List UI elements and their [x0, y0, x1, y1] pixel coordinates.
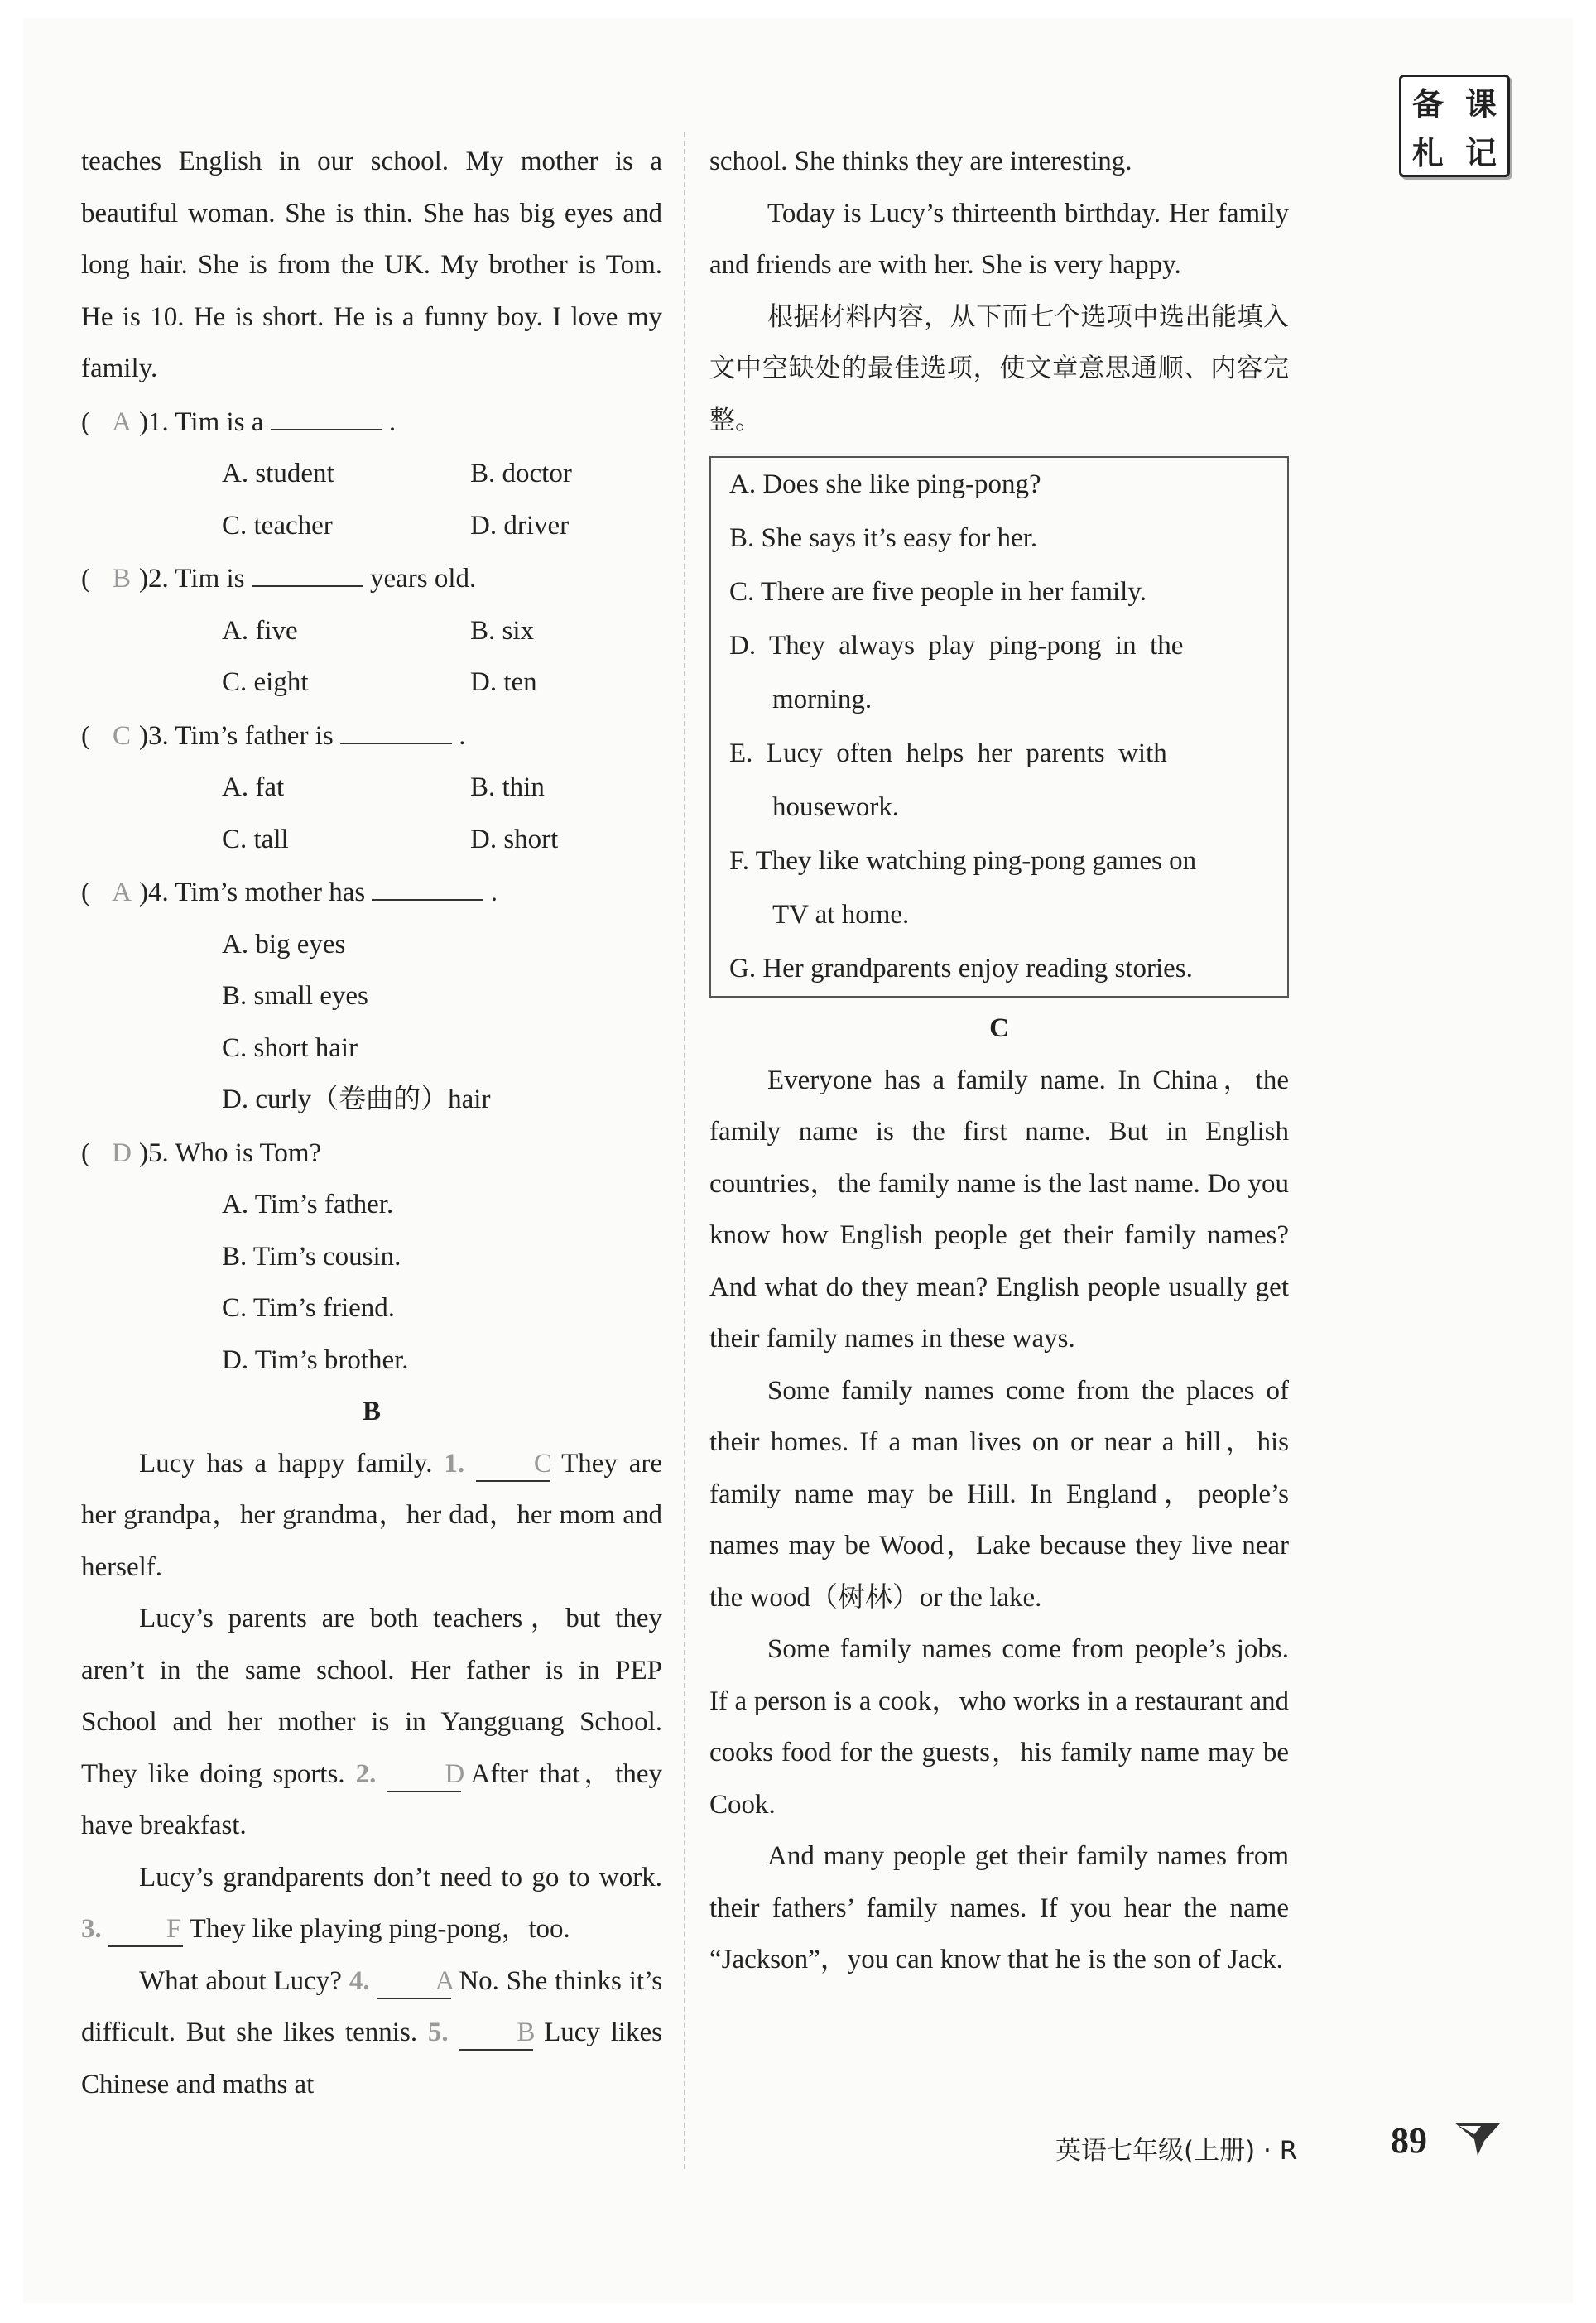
question-stem: Tim is a [175, 406, 264, 437]
passage-c-paragraph: And many people get their family names from their fathers’ family names. If you hear the name “Jackson”，you can know that he is the son of Jack. [709, 1841, 1289, 1974]
answer-blank [372, 878, 483, 901]
page-corner-icon [1453, 2116, 1502, 2157]
question-answer: C [112, 720, 131, 751]
stamp-char: 备 [1411, 86, 1444, 123]
answer-option: B. six [470, 615, 535, 646]
gap-answer: C [476, 1447, 550, 1482]
question-answer: B [112, 564, 131, 594]
question-number: 4. [148, 878, 169, 907]
section-c-heading: C [989, 1013, 1009, 1043]
question-item: ( A )1. Tim is a . [81, 397, 662, 449]
passage-b-paragraph: Lucy has a happy family. 1. C They are her grandpa，her grandma，her dad，her mom and herself. [81, 1448, 663, 1582]
choice-option: D. They always play ping-pong in the [729, 631, 1184, 661]
choice-option: E. Lucy often helps her parents with [729, 738, 1167, 768]
choice-option: F. They like watching ping-pong games on [729, 846, 1197, 876]
question-stem: Tim is [175, 564, 245, 594]
answer-option: D. driver [470, 510, 570, 541]
passage-b-paragraph: Lucy’s parents are both teachers，but they aren’t in the same school. Her father is in PEP School and her mother is in Yangguang School. They like doing sports. 2. D After that，they have breakfast. [81, 1604, 662, 1840]
question-number: 3. [148, 720, 169, 751]
question-stem: Who is Tom? [175, 1137, 322, 1168]
gap-number: 5. [427, 2018, 449, 2047]
passage-c-paragraph: Some family names come from people’s jobs. If a person is a cook，who works in a restaurant and cooks food for the guests，his family name may be Cook. [709, 1634, 1289, 1820]
instruction-text: 根据材料内容，从下面七个选项中选出能填入文中空缺处的最佳选项，使文章意思通顺、内容完整。 [709, 301, 1289, 435]
answer-option: B. thin [470, 772, 545, 802]
question-number: 2. [148, 564, 169, 594]
question-stem: Tim’s mother has [175, 878, 366, 907]
question-item: ( B )2. Tim is years old. [81, 553, 662, 605]
page-number: 89 [1391, 2120, 1427, 2161]
choice-option: B. She says it’s easy for her. [729, 523, 1038, 553]
answer-option: D. Tim’s brother. [222, 1344, 409, 1375]
options-box [709, 456, 1289, 998]
option-list [222, 762, 662, 865]
answer-option: C. teacher [222, 510, 333, 541]
answer-option: D. short [470, 824, 559, 854]
left-column [81, 136, 662, 2110]
choice-option-continuation: housework. [772, 792, 900, 822]
answer-option: D. curly（卷曲的）hair [222, 1085, 491, 1114]
stamp-char: 记 [1464, 135, 1497, 171]
passage-c-paragraph: Some family names come from the places of their homes. If a man lives on or near a hill，his family name may be Hill. In England，people’s names may be Wood，Lake because they live near the wood（树林）or the lake. [709, 1375, 1289, 1613]
gap-number: 1. [444, 1448, 465, 1479]
choice-option: C. There are five people in her family. [729, 577, 1147, 607]
gap-answer: D [387, 1758, 461, 1792]
answer-blank [252, 564, 363, 587]
answer-option: A. Tim’s father. [222, 1190, 394, 1219]
option-list [222, 448, 662, 551]
option-list [222, 605, 662, 709]
answer-option: B. Tim’s cousin. [222, 1241, 401, 1272]
question-stem: Tim’s father is [175, 720, 334, 751]
question-list [81, 397, 662, 1387]
question-answer: A [112, 406, 132, 437]
answer-option: A. big eyes [222, 929, 346, 960]
option-list [222, 1179, 662, 1386]
gap-answer: B [459, 2016, 533, 2051]
question-item: ( A )4. Tim’s mother has . [81, 867, 662, 919]
choice-option: G. Her grandparents enjoy reading stories. [729, 954, 1193, 984]
answer-option: C. Tim’s friend. [222, 1293, 396, 1323]
option-list [222, 919, 662, 1126]
question-item: ( D )5. Who is Tom? [81, 1128, 662, 1180]
stamp-char: 札 [1411, 135, 1444, 171]
passage-a-ending: teaches English in our school. My mother is a beautiful woman. She is thin. She has big eyes and long hair. She is from the UK. My brother is Tom. He is 10. He is short. He is a funny boy. I love my family. [81, 147, 662, 383]
passage-b-paragraph: Lucy’s grandparents don’t need to go to work. 3. F They like playing ping-pong，too. [81, 1852, 662, 1955]
gap-number: 2. [355, 1758, 377, 1789]
choice-option: A. Does she like ping-pong? [729, 469, 1041, 499]
gap-answer: F [108, 1912, 183, 1947]
passage-b-paragraph: Today is Lucy’s thirteenth birthday. Her family and friends are with her. She is very happy. [709, 198, 1289, 280]
question-number: 1. [148, 406, 169, 437]
stamp-char: 课 [1464, 86, 1497, 123]
question-answer: A [112, 878, 132, 907]
answer-option: A. five [222, 615, 298, 646]
passage-b-paragraph: What about Lucy? 4. A No. She thinks it’s difficult. But she likes tennis. 5. B Lucy likes Chinese and maths at [81, 1965, 663, 2099]
question-number: 5. [148, 1137, 169, 1168]
answer-option: C. eight [222, 667, 309, 697]
answer-option: D. ten [470, 667, 537, 697]
choice-option-continuation: morning. [772, 685, 873, 714]
passage-c-paragraph: Everyone has a family name. In China，the family name is the first name. But in English countries，the family name is the last name. Do you know how English people get their family names? And what do they mean? English people usually get their family names in these ways. [709, 1065, 1289, 1354]
answer-option: C. short hair [222, 1032, 358, 1063]
gap-number: 4. [349, 1965, 370, 1996]
answer-blank [340, 721, 452, 744]
answer-blank [271, 407, 382, 430]
column-divider [684, 132, 685, 2169]
right-column [709, 136, 1289, 1986]
answer-option: A. fat [222, 772, 285, 802]
answer-option: C. tall [222, 824, 289, 854]
book-title: 英语七年级(上册) · R [1055, 2136, 1298, 2166]
question-answer: D [112, 1137, 132, 1168]
choice-option-continuation: TV at home. [772, 900, 910, 930]
notes-stamp [1399, 75, 1510, 177]
gap-answer: A [377, 1965, 451, 1999]
section-b-heading: B [362, 1397, 381, 1426]
question-item: ( C )3. Tim’s father is . [81, 710, 662, 762]
gap-number: 3. [81, 1914, 102, 1944]
passage-b-continuation: school. She thinks they are interesting. [709, 147, 1132, 176]
answer-option: B. small eyes [222, 981, 368, 1011]
answer-option: A. student [222, 459, 334, 488]
answer-option: B. doctor [470, 459, 572, 488]
